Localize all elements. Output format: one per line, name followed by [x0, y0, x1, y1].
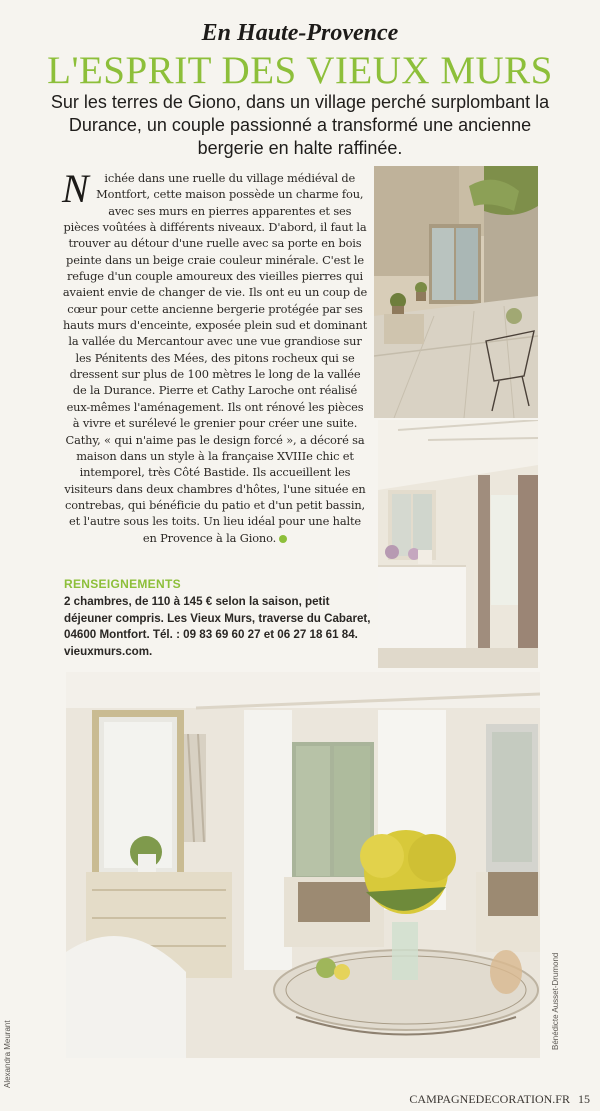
end-mark-icon: [279, 535, 287, 543]
living-room-photo: [66, 672, 540, 1058]
page-number: 15: [578, 1092, 590, 1106]
photo-credit-left: Alexandra Meurant: [3, 1020, 12, 1088]
info-heading: RENSEIGNEMENTS: [64, 577, 181, 591]
article-body: [62, 166, 368, 546]
kicker: En Haute-Provence: [201, 20, 399, 46]
standfirst: Sur les terres de Giono, dans un village perché surplombant la Durance, un couple passionné a transformé une ancienne bergerie en halte raffinée.: [50, 92, 550, 158]
headline: L'ESPRIT DES VIEUX MURS: [47, 49, 553, 92]
info-text: 2 chambres, de 110 à 145 € selon la saison, petit déjeuner compris. Les Vieux Murs, traverse du Cabaret, 04600 Montfort. Tél. : 09 83 69 60 27 et 06 27 18 61 84. vieuxmurs.com.: [64, 595, 371, 658]
drop-cap: N: [62, 166, 89, 211]
page-footer: [409, 1092, 590, 1107]
site-name: CAMPAGNEDECORATION.FR: [409, 1092, 570, 1106]
dining-room-photo: [378, 420, 538, 668]
photo-credit-right: Bénédicte Ausset-Drumond: [551, 952, 560, 1050]
article-text: ichée dans une ruelle du village médiéval de Montfort, cette maison possède un charme fou, avec ses murs en pierres apparentes et ses pièces voûtées à différents niveaux. D'abord, il faut la trouver au détour d'une ruelle avec sa porte en bois peinte dans un beige craie couleur minérale. C'est le refuge d'un couple amoureux des vieilles pierres qui avaient envie de changer de vie. Ils ont eu un coup de cœur pour cette ancienne bergerie protégée par ses hauts murs d'enceinte, exposée plein sud et dominant la vallée du Mercantour avec une vue grandiose sur les Pénitents des Mées, des pitons rocheux qui se dressent sur plus de 100 mètres le long de la vallée de la Durance. Pierre et Cathy Laroche ont réalisé eux-mêmes l'aménagement. Ils ont rénové les pièces à vivre et surélevé le grenier pour créer une suite. Cathy, « qui n'aime pas le design forcé », a décoré sa maison dans un style à la française XVIIIe chic et intemporel, très Côté Bastide. Ils accueillent les visiteurs dans deux chambres d'hôtes, l'une située en contrebas, qui bénéficie du patio et d'un petit bassin, et l'autre sous les toits. Un lieu idéal pour une halte en Provence à la Giono.: [62, 171, 368, 545]
courtyard-photo: [374, 166, 538, 418]
